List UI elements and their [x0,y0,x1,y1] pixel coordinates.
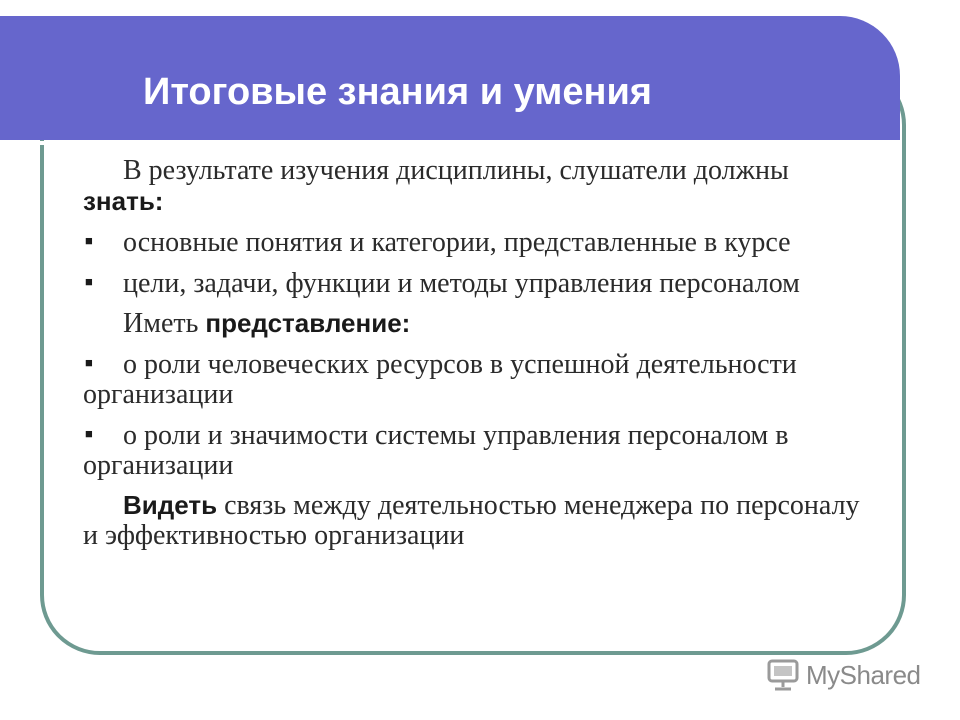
bullet-text: основные понятия и категории, представленные в курсе [123,227,791,258]
bullet-marker-icon: ■ [85,233,93,248]
paragraph-see-text: связь между деятельностью менеджера по персоналу и эффективностью организации [83,490,860,551]
bullet-item-system-role [83,419,863,481]
paragraph-idea-text: Иметь [123,308,206,339]
bullet-text: о роли человеческих ресурсов в успешной деятельности организации [83,349,797,410]
title-underline [0,141,848,145]
bullet-marker-icon: ■ [85,355,93,370]
slide-title: Итоговые знания и умения [143,71,652,113]
bullet-marker-icon: ■ [85,274,93,289]
bullet-item-goals [83,267,863,299]
bullet-item-hr-role [83,348,863,410]
keyword-know: знать: [83,186,164,216]
bullet-text: о роли и значимости системы управления персоналом в организации [83,420,789,481]
bullet-marker-icon: ■ [85,426,93,441]
keyword-see: Видеть [123,490,218,520]
myshared-logo-icon [766,658,800,692]
title-bar [0,16,900,140]
watermark-text: MyShared [806,659,921,690]
paragraph-know [83,156,863,217]
paragraph-idea [83,308,863,339]
bullet-text: цели, задачи, функции и методы управления персоналом [123,268,800,299]
paragraph-see [83,490,863,551]
slide-body [83,156,863,560]
watermark [766,655,921,695]
paragraph-know-text: В результате изучения дисциплины, слушатели должны [123,155,789,186]
keyword-idea: представление: [205,308,411,338]
bullet-item-concepts [83,226,863,258]
